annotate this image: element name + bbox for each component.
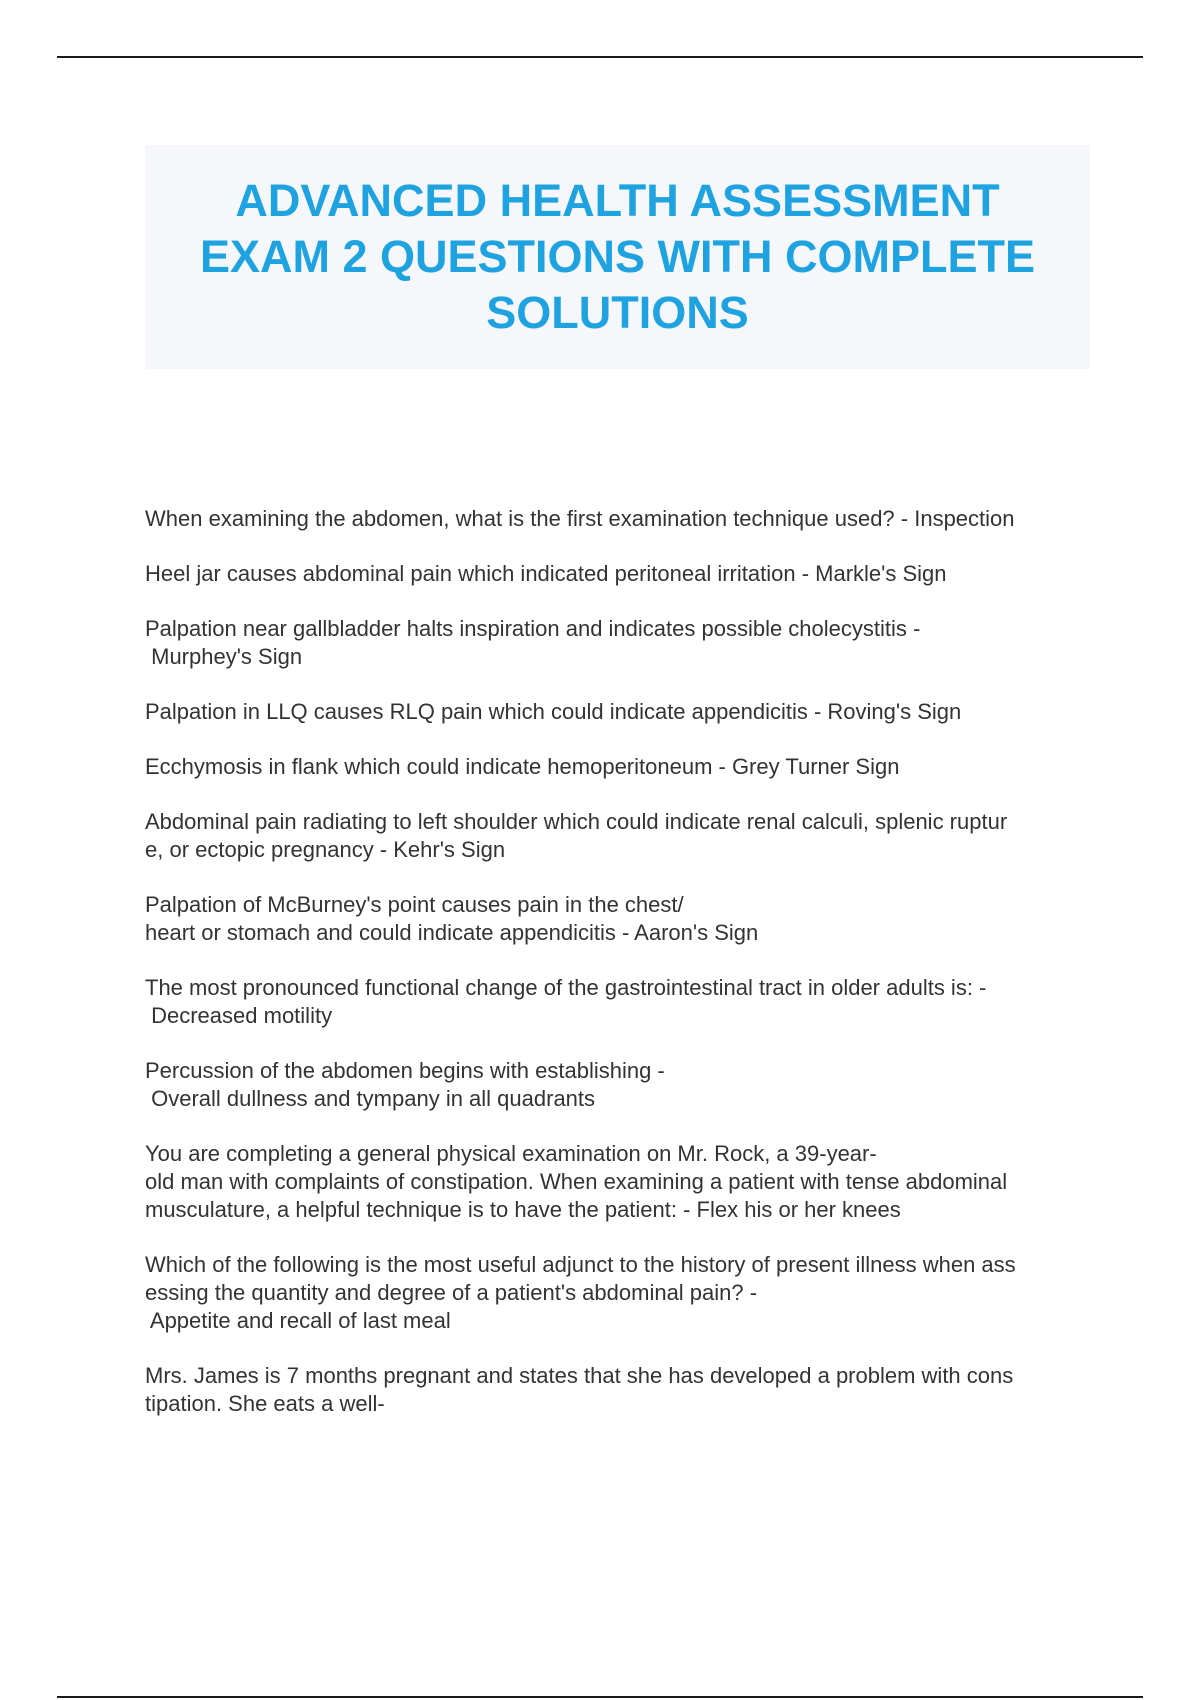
qa-line: heart or stomach and could indicate appendicitis - Aaron's Sign (145, 920, 759, 945)
qa-line: Appetite and recall of last meal (145, 1308, 451, 1333)
qa-line: Ecchymosis in flank which could indicate hemoperitoneum - Grey Turner Sign (145, 754, 900, 779)
qa-line: Overall dullness and tympany in all quadrants (145, 1086, 596, 1111)
qa-item (145, 808, 1095, 864)
document-title (200, 173, 1035, 341)
qa-item (145, 891, 1095, 947)
qa-line: tipation. She eats a well- (145, 1391, 385, 1416)
qa-item (145, 1140, 1095, 1224)
qa-item (145, 615, 1095, 671)
title-banner (145, 145, 1090, 369)
top-rule (57, 56, 1143, 58)
qa-item (145, 698, 1095, 726)
qa-line: Heel jar causes abdominal pain which indicated peritoneal irritation - Markle's Sign (145, 561, 947, 586)
qa-line: Decreased motility (145, 1003, 333, 1028)
qa-line: Palpation of McBurney's point causes pain in the chest/ (145, 892, 684, 917)
qa-line: Abdominal pain radiating to left shoulder which could indicate renal calculi, splenic ruptur (145, 809, 1008, 834)
title-line: SOLUTIONS (486, 287, 749, 338)
qa-line: Palpation near gallbladder halts inspiration and indicates possible cholecystitis - (145, 616, 921, 641)
title-line: EXAM 2 QUESTIONS WITH COMPLETE (199, 231, 1036, 282)
qa-line: When examining the abdomen, what is the first examination technique used? - Inspection (145, 506, 1015, 531)
qa-line: Murphey's Sign (145, 644, 303, 669)
qa-item (145, 1251, 1095, 1335)
qa-line: musculature, a helpful technique is to have the patient: - Flex his or her knees (145, 1197, 901, 1222)
qa-line: Percussion of the abdomen begins with establishing - (145, 1058, 665, 1083)
qa-line: Mrs. James is 7 months pregnant and states that she has developed a problem with cons (145, 1363, 1014, 1388)
qa-item (145, 753, 1095, 781)
qa-line: e, or ectopic pregnancy - Kehr's Sign (145, 837, 506, 862)
qa-line: The most pronounced functional change of the gastrointestinal tract in older adults is: - (145, 975, 987, 1000)
qa-line: essing the quantity and degree of a patient's abdominal pain? - (145, 1280, 758, 1305)
qa-line: Which of the following is the most useful adjunct to the history of present illness when ass (145, 1252, 1016, 1277)
qa-item (145, 560, 1095, 588)
qa-item (145, 1057, 1095, 1113)
bottom-rule (57, 1696, 1143, 1698)
qa-line: old man with complaints of constipation. When examining a patient with tense abdominal (145, 1169, 1008, 1194)
qa-item (145, 974, 1095, 1030)
qa-line: You are completing a general physical examination on Mr. Rock, a 39-year- (145, 1141, 877, 1166)
question-answer-list (145, 505, 1095, 1445)
qa-line: Palpation in LLQ causes RLQ pain which could indicate appendicitis - Roving's Sign (145, 699, 962, 724)
qa-item (145, 505, 1095, 533)
qa-item (145, 1362, 1095, 1418)
title-line: ADVANCED HEALTH ASSESSMENT (235, 175, 1000, 226)
